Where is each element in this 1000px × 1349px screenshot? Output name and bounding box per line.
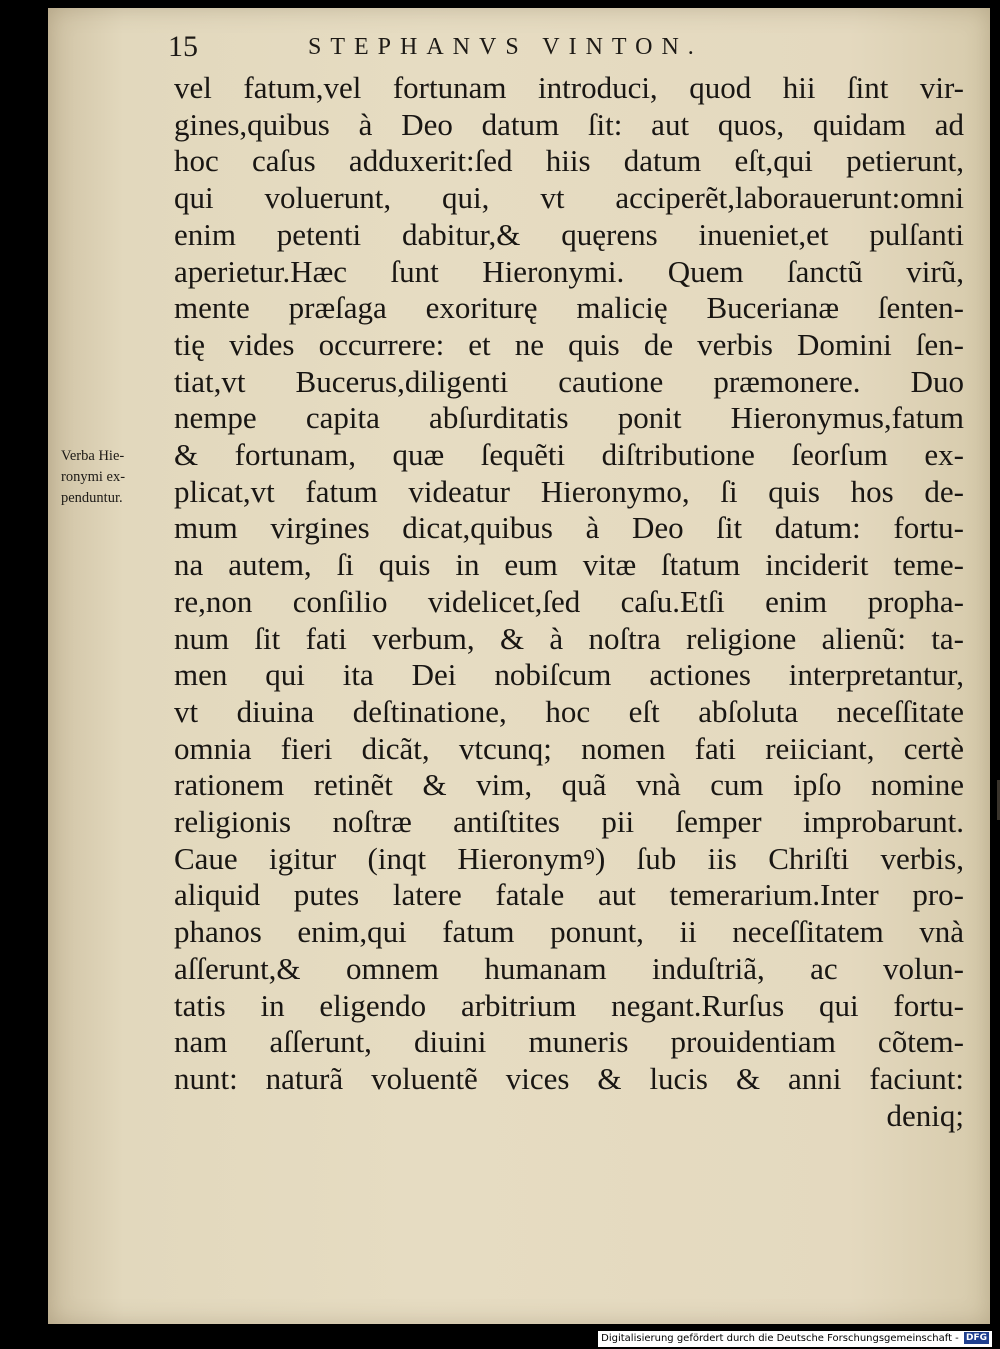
margin-note-line: ronymi ex- — [61, 469, 126, 485]
text-line: na autem, ſi quis in eum vitæ ſtatum inciderit teme- — [174, 547, 964, 583]
text-line: aliquid putes latere fatale aut temerarium.Inter pro- — [174, 877, 964, 913]
text-line: phanos enim,qui fatum ponunt, ii neceſſitatem vnà — [174, 914, 964, 950]
text-line: tatis in eligendo arbitrium negant.Rurſus qui fortu- — [174, 987, 964, 1023]
text-line: & fortunam, quæ ſequẽti diſtributione ſeorſum ex- — [174, 437, 964, 473]
text-line: re,non conſilio videlicet,ſed caſu.Etſi enim propha- — [174, 583, 964, 619]
text-line: nunt: naturã voluentẽ vices & lucis & anni faciunt: — [174, 1060, 964, 1096]
text-line: omnia fieri dicãt, vtcunq; nomen fati reiiciant, certè — [174, 730, 964, 766]
text-line: aſſerunt,& omnem humanam induſtriã, ac volun- — [174, 950, 964, 986]
credit-text: Digitalisierung gefördert durch die Deutsche Forschungsgemeinschaft - — [601, 1333, 959, 1344]
text-line: mum virgines dicat,quibus à Deo ſit datum: fortu- — [174, 510, 964, 546]
book-page — [48, 8, 990, 1324]
body-text — [174, 70, 964, 1134]
text-line: plicat,vt fatum videatur Hieronymo, ſi quis hos de- — [174, 473, 964, 509]
text-line: rationem retinẽt & vim, quã vnà cum ipſo nomine — [174, 767, 964, 803]
text-line: hoc caſus adduxerit:ſed hiis datum eſt,qui petierunt, — [174, 143, 964, 179]
text-line: vt diuina deſtinatione, hoc eſt abſoluta neceſſitate — [174, 693, 964, 729]
catchword: deniq; — [886, 1097, 964, 1133]
text-line: Caue igitur (inqt Hieronymꝰ) ſub iis Chriſti verbis, — [174, 840, 964, 876]
running-title: STEPHANVS VINTON. — [308, 34, 703, 60]
text-line: nam aſſerunt, diuini muneris prouidentiam cõtem- — [174, 1024, 964, 1060]
text-line: vel fatum,vel fortunam introduci, quod hii ſint vir- — [174, 70, 964, 105]
text-line: aperietur.Hæc ſunt Hieronymi. Quem ſanctũ virũ, — [174, 253, 964, 289]
dfg-logo-icon: DFG — [965, 1333, 987, 1343]
margin-note-line: penduntur. — [61, 490, 123, 506]
text-line: tię vides occurrere: et ne quis de verbis Domini ſen- — [174, 326, 964, 362]
text-line: men qui ita Dei nobiſcum actiones interpretantur, — [174, 657, 964, 693]
text-line: qui voluerunt, qui, vt acciperẽt,laborauerunt:omni — [174, 180, 964, 216]
text-line: tiat,vt Bucerus,diligenti cautione præmonere. Duo — [174, 363, 964, 399]
text-line: mente præſaga exoriturę malicię Bucerianæ ſenten- — [174, 290, 964, 326]
running-head — [168, 30, 988, 70]
text-line: nempe capita abſurditatis ponit Hieronymus,fatum — [174, 400, 964, 436]
text-line: religionis noſtræ antiſtites pii ſemper improbarunt. — [174, 804, 964, 840]
page-number: 15 — [168, 30, 198, 63]
digitization-credit — [598, 1331, 992, 1347]
margin-note — [61, 446, 176, 509]
margin-note-line: Verba Hie- — [61, 448, 125, 464]
text-line: gines,quibus à Deo datum ſit: aut quos, quidam ad — [174, 106, 964, 142]
text-line: num ſit fati verbum, & à noſtra religione alienũ: ta- — [174, 620, 964, 656]
text-line: enim petenti dabitur,& quęrens inueniet,et pulſanti — [174, 216, 964, 252]
